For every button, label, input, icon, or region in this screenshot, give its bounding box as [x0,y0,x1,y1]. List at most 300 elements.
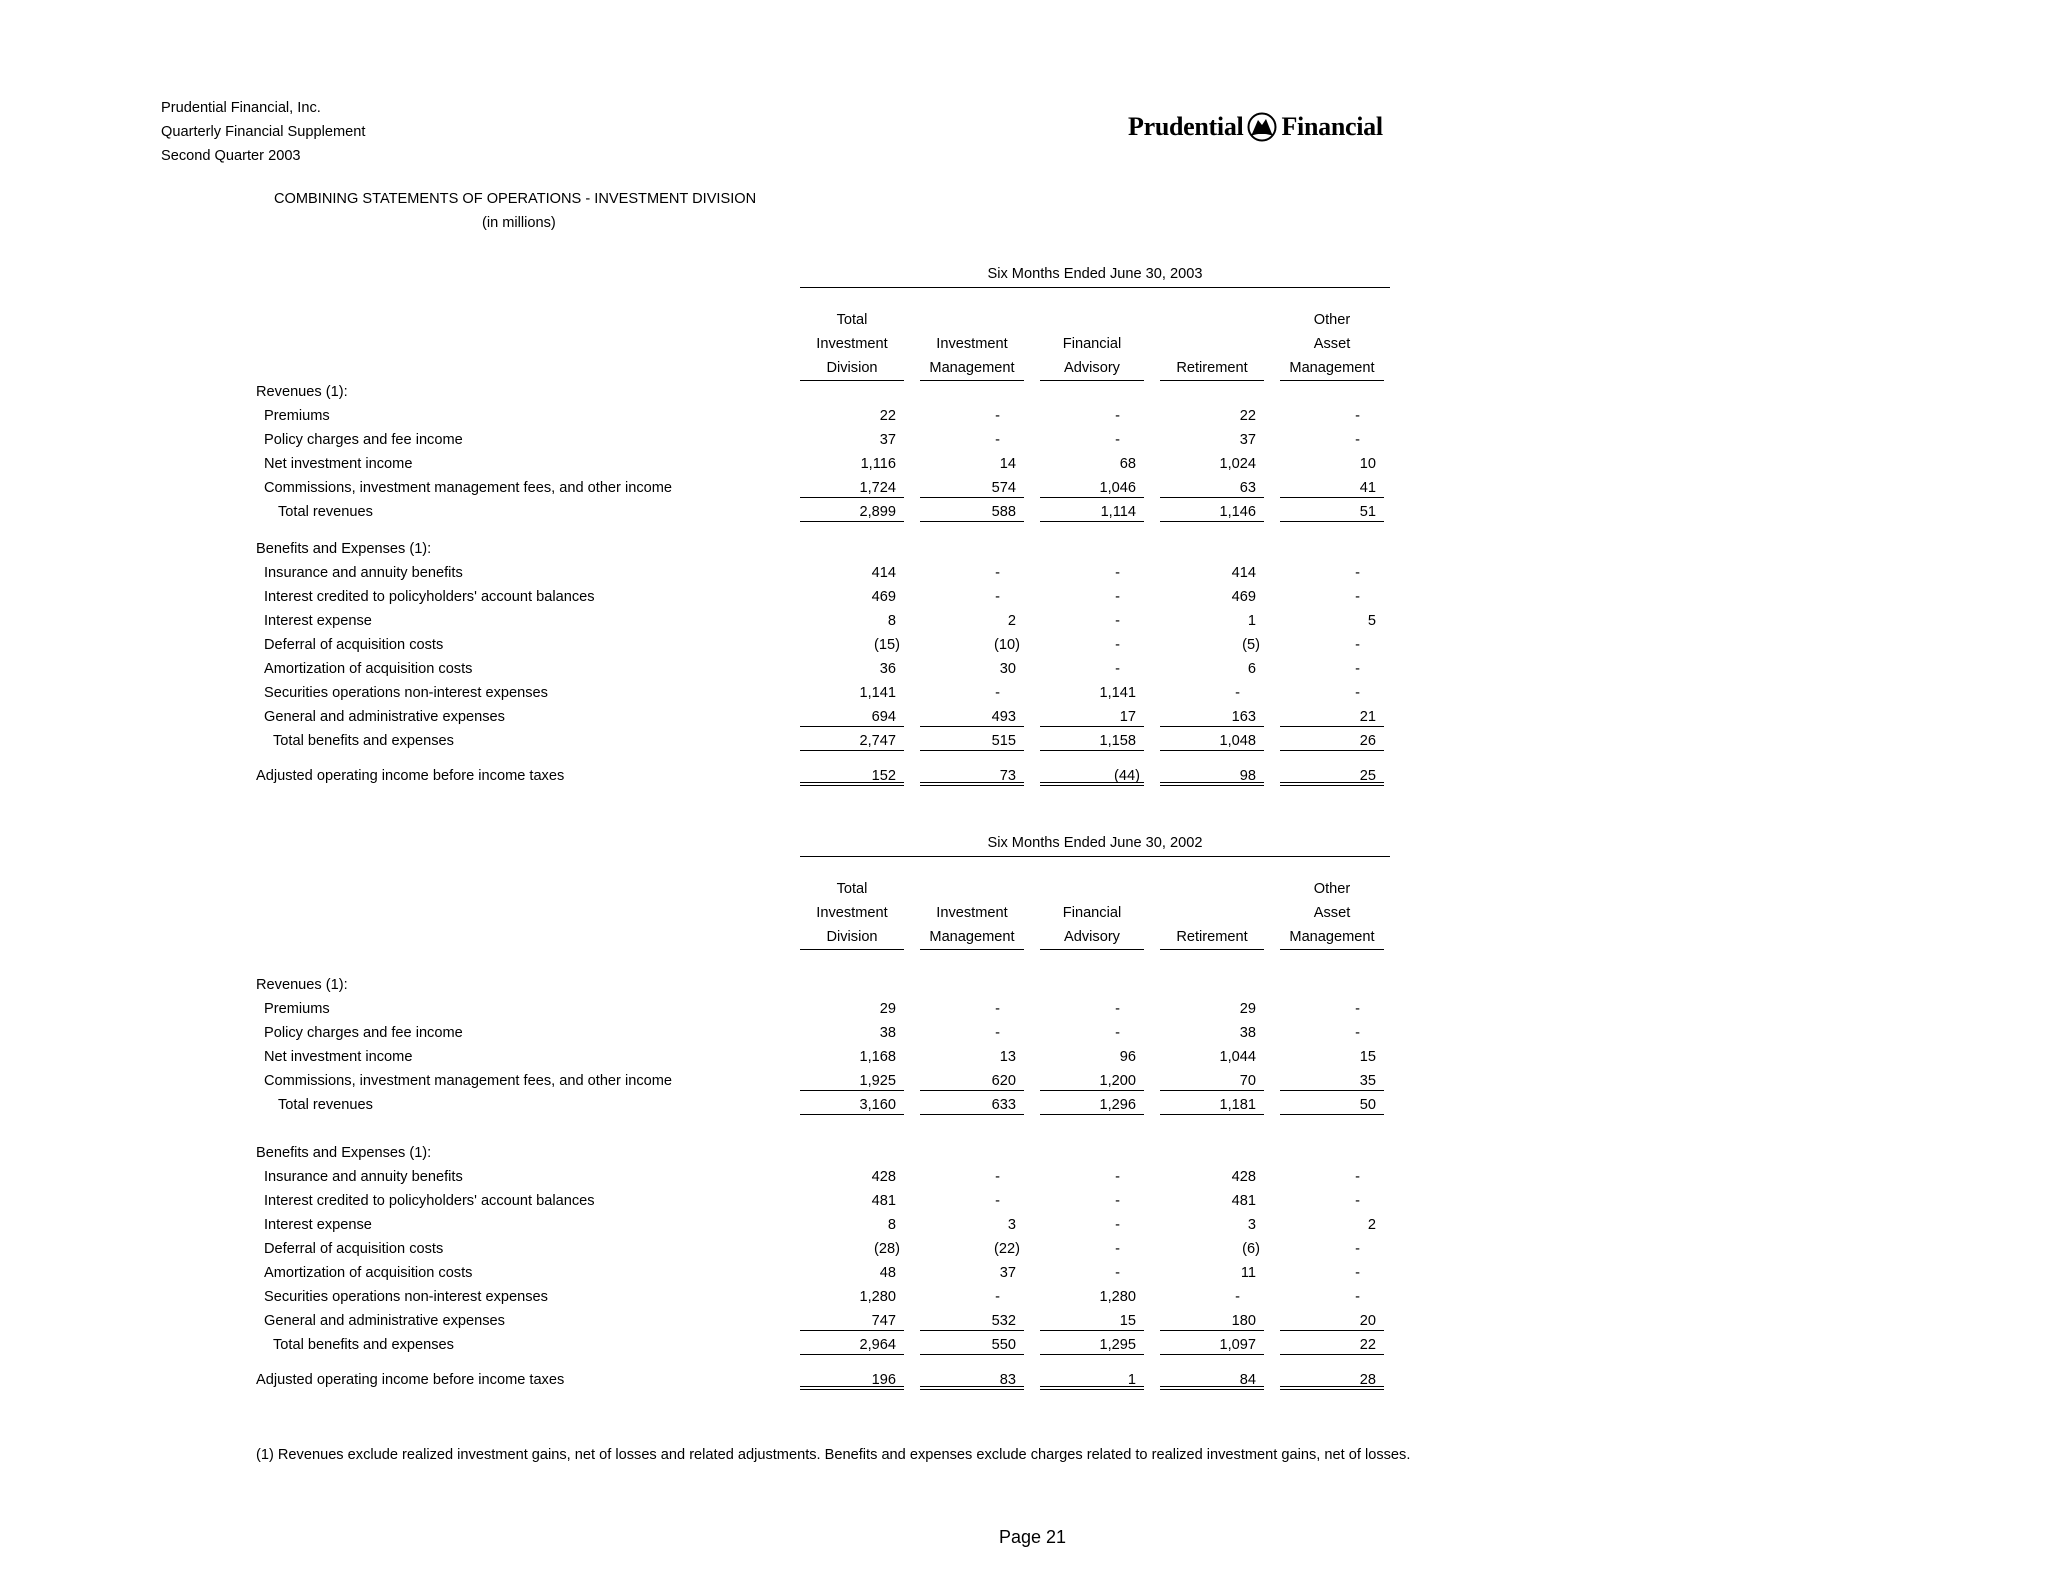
cell-value: - [1355,1001,1360,1017]
cell-value: 1,295 [1099,1337,1136,1353]
row-label: Total revenues [278,1097,373,1113]
table-cell [1160,609,1264,631]
cell-value: (28) [874,1241,900,1257]
cell-value: 26 [1359,733,1376,749]
table-cell [1160,585,1264,607]
table-cell [1040,1285,1144,1307]
cell-value: 63 [1239,480,1256,496]
table-cell [1280,452,1384,474]
table-row [0,428,2048,452]
cell-value: 22 [1239,408,1256,424]
table-cell [1160,1309,1264,1331]
table-cell [1280,1237,1384,1259]
table-cell [920,764,1024,786]
table-row [0,609,2048,633]
cell-value: 163 [1231,709,1256,725]
cell-value: 1,158 [1099,733,1136,749]
table-cell [1040,1021,1144,1043]
cell-value: - [1235,685,1240,701]
row-label: Interest expense [264,613,372,629]
cell-value: (10) [994,637,1020,653]
cell-value: 29 [879,1001,896,1017]
cell-value: 1,048 [1219,733,1256,749]
table-row [0,500,2048,524]
cell-value: 196 [871,1372,896,1388]
cell-value: 96 [1119,1049,1136,1065]
cell-value: 1,280 [859,1289,896,1305]
table-cell [800,1021,904,1043]
table-cell [800,705,904,727]
table-cell [920,1093,1024,1115]
table-cell [1280,1069,1384,1091]
column-header-line [1040,308,1144,332]
table-cell [1280,428,1384,450]
row-label: Adjusted operating income before income taxes [256,1372,565,1388]
table-cell [1280,705,1384,727]
cell-value: - [1115,661,1120,677]
table-row [0,657,2048,681]
table-cell [1040,1069,1144,1091]
column-header-line: Other [1313,312,1351,328]
table-row [0,1165,2048,1189]
column-header-line: Investment [936,336,1008,352]
table-cell [1160,1368,1264,1390]
table-row [0,633,2048,657]
column-header-line [920,877,1024,901]
cell-value: 83 [999,1372,1016,1388]
table-row [0,585,2048,609]
table-cell [920,1309,1024,1331]
table-cell [1160,729,1264,751]
table-row [0,1213,2048,1237]
row-label: Net investment income [264,456,413,472]
cell-value: - [1355,408,1360,424]
table-cell [1160,705,1264,727]
table-cell [920,1368,1024,1390]
table-cell [1280,657,1384,679]
table-cell [920,1069,1024,1091]
table-cell [1280,1189,1384,1211]
table-cell [1040,428,1144,450]
table-cell [800,609,904,631]
cell-value: (22) [994,1241,1020,1257]
table-cell [1280,764,1384,786]
row-label: Benefits and Expenses (1): [256,541,432,557]
cell-value: 41 [1359,480,1376,496]
table-cell [1280,633,1384,655]
cell-value: - [1115,565,1120,581]
cell-value: 68 [1119,456,1136,472]
cell-value: - [1355,1265,1360,1281]
row-label: Amortization of acquisition costs [264,661,473,677]
column-header-line [1160,332,1264,356]
row-label: Total benefits and expenses [273,733,454,749]
cell-value: 493 [991,709,1016,725]
cell-value: 6 [1247,661,1256,677]
row-label: Policy charges and fee income [264,432,463,448]
table-cell [1040,561,1144,583]
table-cell [1040,1368,1144,1390]
column-header-line: Asset [1313,905,1351,921]
table-cell [800,452,904,474]
table-cell [800,764,904,786]
table-cell [1160,476,1264,498]
table-cell [1040,1237,1144,1259]
table-cell [1280,1333,1384,1355]
cell-value: 13 [999,1049,1016,1065]
table-cell [800,1237,904,1259]
cell-value: 15 [1119,1313,1136,1329]
table-cell [920,1165,1024,1187]
row-label: Adjusted operating income before income taxes [256,768,565,784]
column-header [1280,308,1384,381]
table-row [0,1069,2048,1093]
table-row [0,380,2048,404]
table-row [0,452,2048,476]
table-row [0,997,2048,1021]
table-row [0,404,2048,428]
table-cell [1160,1261,1264,1283]
cell-value: 29 [1239,1001,1256,1017]
row-label: Policy charges and fee income [264,1025,463,1041]
table-cell [1040,452,1144,474]
cell-value: 747 [871,1313,896,1329]
cell-value: - [1115,1241,1120,1257]
table-row [0,1045,2048,1069]
row-label: Revenues (1): [256,977,348,993]
cell-value: 1,146 [1219,504,1256,520]
cell-value: (44) [1114,768,1140,784]
table-row [0,1093,2048,1117]
cell-value: 2 [1007,613,1016,629]
cell-value: 1 [1127,1372,1136,1388]
cell-value: 50 [1359,1097,1376,1113]
cell-value: 2 [1367,1217,1376,1233]
table-cell [1160,1237,1264,1259]
logo-text-right: Financial [1281,112,1383,141]
cell-value: - [1355,661,1360,677]
cell-value: 11 [1240,1265,1256,1281]
table-cell [1040,1213,1144,1235]
rock-icon [1247,112,1277,142]
table-cell [920,1045,1024,1067]
table-cell [1040,476,1144,498]
table-cell [800,1309,904,1331]
table-row [0,476,2048,500]
cell-value: - [1115,408,1120,424]
table-row [0,1261,2048,1285]
column-header-line: Retirement [1160,356,1264,381]
row-label: Commissions, investment management fees, and other income [264,1073,673,1089]
table-cell [1280,1261,1384,1283]
table-cell [920,657,1024,679]
table-cell [800,500,904,522]
table-cell [1280,1309,1384,1331]
table-cell [920,681,1024,703]
cell-value: 1,116 [860,456,896,472]
row-label: Insurance and annuity benefits [264,565,463,581]
row-label: General and administrative expenses [264,1313,505,1329]
table-cell [800,1189,904,1211]
table-cell [1040,1093,1144,1115]
column-header-line: Asset [1313,336,1351,352]
table-row [0,537,2048,561]
cell-value: - [1355,589,1360,605]
column-header-line: Management [920,925,1024,950]
table-cell [920,1021,1024,1043]
table-cell [1040,764,1144,786]
table-cell [920,1237,1024,1259]
table-cell [920,705,1024,727]
table-cell [1280,476,1384,498]
table-cell [1280,681,1384,703]
column-header-line: Investment [816,336,888,352]
cell-value: 469 [1231,589,1256,605]
row-label: Revenues (1): [256,384,348,400]
cell-value: 1,141 [859,685,896,701]
table-cell [800,1165,904,1187]
table-cell [1040,1309,1144,1331]
table-cell [1040,585,1144,607]
column-header-line: Total [836,312,868,328]
cell-value: 481 [1231,1193,1256,1209]
table-row [0,1189,2048,1213]
cell-value: 1,200 [1099,1073,1136,1089]
cell-value: - [1115,1265,1120,1281]
row-label: General and administrative expenses [264,709,505,725]
table-cell [1040,681,1144,703]
cell-value: - [1355,1169,1360,1185]
column-header-line [920,308,1024,332]
cell-value: 469 [871,589,896,605]
cell-value: 35 [1359,1073,1376,1089]
cell-value: 414 [1231,565,1256,581]
cell-value: 550 [991,1337,1016,1353]
table-cell [1280,404,1384,426]
table-cell [920,452,1024,474]
table-cell [1040,997,1144,1019]
cell-value: 37 [1239,432,1256,448]
table-cell [920,729,1024,751]
cell-value: 3,160 [859,1097,896,1113]
table-cell [920,404,1024,426]
cell-value: 22 [1359,1337,1376,1353]
row-label: Amortization of acquisition costs [264,1265,473,1281]
cell-value: 1,044 [1219,1049,1256,1065]
cell-value: 1,181 [1219,1097,1256,1113]
column-header-line: Management [920,356,1024,381]
cell-value: - [995,1169,1000,1185]
cell-value: - [1355,1025,1360,1041]
cell-value: 8 [887,613,896,629]
table-cell [800,997,904,1019]
table-row [0,973,2048,997]
table-cell [920,1261,1024,1283]
cell-value: 1 [1247,613,1256,629]
table-cell [800,1333,904,1355]
cell-value: - [1355,565,1360,581]
table-cell [1040,500,1144,522]
column-header-line: Financial [1062,905,1122,921]
table-cell [920,633,1024,655]
table-cell [1280,1021,1384,1043]
page-number: Page 21 [999,1527,1067,1547]
table-cell [1280,609,1384,631]
row-label: Premiums [264,408,330,424]
table-cell [1160,452,1264,474]
cell-value: 152 [871,768,896,784]
table-cell [1040,1333,1144,1355]
row-label: Total revenues [278,504,373,520]
table-cell [800,1261,904,1283]
table-cell [920,1213,1024,1235]
table-cell [800,1045,904,1067]
table-row [0,1237,2048,1261]
table-cell [1160,1333,1264,1355]
cell-value: - [1355,685,1360,701]
table-cell [1160,428,1264,450]
table-cell [1160,997,1264,1019]
row-label: Insurance and annuity benefits [264,1169,463,1185]
table-cell [1160,1165,1264,1187]
table-cell [1160,1069,1264,1091]
cell-value: - [995,408,1000,424]
table-cell [1280,997,1384,1019]
table-cell [1160,404,1264,426]
row-label: Commissions, investment management fees, and other income [264,480,673,496]
cell-value: (15) [874,637,900,653]
table-cell [1160,500,1264,522]
cell-value: 1,724 [859,480,896,496]
cell-value: - [995,1025,1000,1041]
cell-value: 5 [1367,613,1376,629]
cell-value: 414 [871,565,896,581]
table-row [0,1285,2048,1309]
row-label: Interest credited to policyholders' account balances [264,1193,595,1209]
cell-value: - [1355,432,1360,448]
cell-value: 37 [879,432,896,448]
column-header [920,877,1024,950]
report-period: Second Quarter 2003 [161,148,301,164]
cell-value: 17 [1119,709,1136,725]
cell-value: - [1115,613,1120,629]
table-cell [1280,1093,1384,1115]
cell-value: 694 [871,709,896,725]
cell-value: 3 [1007,1217,1016,1233]
table-cell [1160,1285,1264,1307]
column-header-line: Financial [1062,336,1122,352]
table-cell [800,1093,904,1115]
logo-text-left: Prudential [1128,112,1244,141]
table-cell [800,657,904,679]
table-cell [800,404,904,426]
table-cell [920,476,1024,498]
table-cell [1160,1045,1264,1067]
row-label: Deferral of acquisition costs [264,637,444,653]
table-cell [1280,500,1384,522]
table-cell [1280,561,1384,583]
table-cell [1280,585,1384,607]
cell-value: 28 [1359,1372,1376,1388]
column-header [920,308,1024,381]
table-cell [800,585,904,607]
cell-value: - [1115,1217,1120,1233]
row-label: Interest credited to policyholders' account balances [264,589,595,605]
column-header-line: Retirement [1160,925,1264,950]
cell-value: 633 [991,1097,1016,1113]
column-header [1160,308,1264,381]
row-label: Total benefits and expenses [273,1337,454,1353]
table-cell [1160,657,1264,679]
column-header-line: Division [800,356,904,381]
table-row [0,561,2048,585]
statement-units: (in millions) [482,215,556,231]
cell-value: 1,296 [1099,1097,1136,1113]
table-cell [1160,1021,1264,1043]
cell-value: - [995,1289,1000,1305]
column-header [1040,308,1144,381]
row-label: Deferral of acquisition costs [264,1241,444,1257]
cell-value: 1,114 [1100,504,1136,520]
table-cell [1040,609,1144,631]
table-cell [920,1189,1024,1211]
cell-value: 2,899 [859,504,896,520]
cell-value: - [1355,1289,1360,1305]
cell-value: - [995,1193,1000,1209]
table-cell [800,428,904,450]
footnote: (1) Revenues exclude realized investment gains, net of losses and related adjustments. Benefits and expenses exclude charges related to realized investment gains, net of losses. [256,1447,1411,1463]
row-label: Benefits and Expenses (1): [256,1145,432,1161]
table-row [0,729,2048,753]
cell-value: 481 [871,1193,896,1209]
table-row [0,1021,2048,1045]
column-header-line [1160,308,1264,332]
cell-value: 36 [879,661,896,677]
column-header-line: Other [1313,881,1351,897]
period-heading: Six Months Ended June 30, 2002 [800,834,1390,857]
column-header [800,308,904,381]
cell-value: 180 [1231,1313,1256,1329]
table-cell [1160,633,1264,655]
table-cell [1160,764,1264,786]
cell-value: (6) [1242,1241,1260,1257]
table-cell [920,1333,1024,1355]
table-cell [800,561,904,583]
table-cell [1160,681,1264,703]
table-cell [1280,1368,1384,1390]
table-cell [1160,561,1264,583]
table-cell [800,476,904,498]
table-row [0,681,2048,705]
cell-value: - [995,565,1000,581]
cell-value: 1,925 [859,1073,896,1089]
table-cell [1280,1165,1384,1187]
cell-value: 38 [1239,1025,1256,1041]
prudential-logo [1128,112,1383,142]
table-cell [1160,1213,1264,1235]
column-header-line: Management [1280,356,1384,381]
column-header-line [1160,877,1264,901]
cell-value: - [995,1001,1000,1017]
publication-name: Quarterly Financial Supplement [161,124,366,140]
cell-value: - [1355,1193,1360,1209]
cell-value: 1,097 [1219,1337,1256,1353]
cell-value: 2,747 [859,733,896,749]
cell-value: - [1235,1289,1240,1305]
table-row [0,1141,2048,1165]
cell-value: - [995,589,1000,605]
cell-value: 14 [999,456,1016,472]
